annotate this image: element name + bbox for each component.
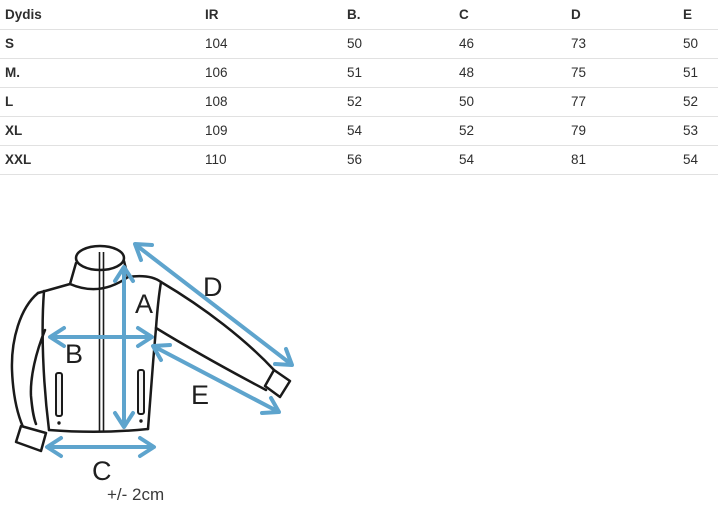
zipper: [100, 252, 104, 431]
table-row-s: [0, 29, 718, 58]
cell-value: 48: [454, 58, 566, 87]
header-d: D: [566, 0, 678, 29]
size-label: M.: [0, 58, 200, 87]
table-row-xxl: [0, 145, 718, 174]
measure-label-a: A: [135, 289, 154, 319]
cell-value: 106: [200, 58, 342, 87]
table-row-l: [0, 87, 718, 116]
cell-value: 54: [454, 145, 566, 174]
cell-value: 51: [678, 58, 718, 87]
measure-label-d: D: [203, 272, 223, 302]
cell-value: 81: [566, 145, 678, 174]
cell-value: 46: [454, 29, 566, 58]
cell-value: 50: [342, 29, 454, 58]
tolerance-note: +/- 2cm: [107, 485, 165, 504]
cell-value: 52: [342, 87, 454, 116]
cell-value: 104: [200, 29, 342, 58]
jacket-outline: [12, 246, 290, 451]
cell-value: 53: [678, 116, 718, 145]
right-pocket: [138, 370, 144, 414]
size-label: L: [0, 87, 200, 116]
header-dydis: Dydis: [0, 0, 200, 29]
header-ir: IR: [200, 0, 342, 29]
cell-value: 75: [566, 58, 678, 87]
cell-value: 56: [342, 145, 454, 174]
measure-arrow-a: [115, 267, 133, 427]
cell-value: 109: [200, 116, 342, 145]
cell-value: 50: [454, 87, 566, 116]
cell-value: 52: [454, 116, 566, 145]
measure-label-b: B: [65, 339, 84, 369]
header-b: B.: [342, 0, 454, 29]
size-table: [0, 0, 718, 175]
cell-value: 110: [200, 145, 342, 174]
cell-value: 73: [566, 29, 678, 58]
jacket-measurement-diagram: [0, 200, 718, 514]
cell-value: 50: [678, 29, 718, 58]
right-cuff: [265, 370, 290, 397]
header-e: E: [678, 0, 718, 29]
cell-value: 108: [200, 87, 342, 116]
measure-label-c: C: [92, 456, 112, 486]
cell-value: 52: [678, 87, 718, 116]
header-c: C: [454, 0, 566, 29]
size-label: S: [0, 29, 200, 58]
left-pocket: [56, 373, 62, 416]
cell-value: 77: [566, 87, 678, 116]
size-table-header-row: [0, 0, 718, 29]
jacket-diagram-svg: [0, 200, 718, 514]
table-row-xl: [0, 116, 718, 145]
measure-label-e: E: [191, 380, 210, 410]
cell-value: 54: [342, 116, 454, 145]
table-row-m: [0, 58, 718, 87]
left-cuff: [16, 426, 46, 451]
size-label: XL: [0, 116, 200, 145]
size-label: XXL: [0, 145, 200, 174]
cell-value: 51: [342, 58, 454, 87]
cell-value: 79: [566, 116, 678, 145]
cell-value: 54: [678, 145, 718, 174]
measure-arrow-c: [47, 438, 154, 456]
